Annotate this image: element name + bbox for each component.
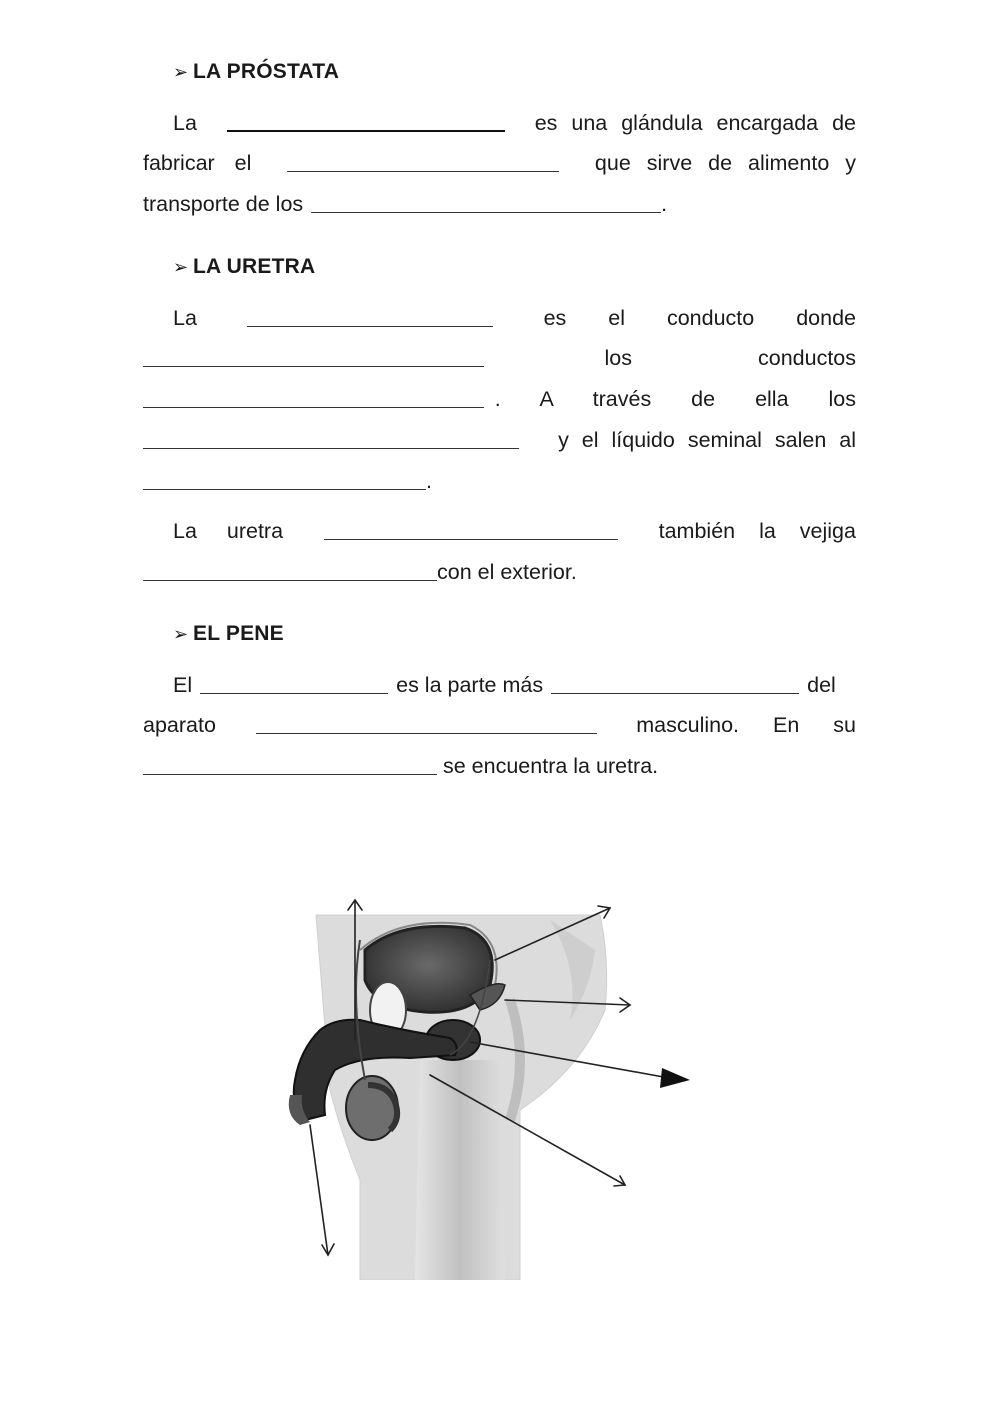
blank-field[interactable] bbox=[247, 303, 493, 333]
arrowhead-bullet-icon: ➢ bbox=[173, 624, 189, 644]
blank-field[interactable] bbox=[551, 670, 799, 700]
blank-field[interactable] bbox=[256, 710, 597, 740]
uretra-line-2: los conductos bbox=[143, 343, 856, 373]
blank-field[interactable] bbox=[143, 466, 426, 496]
prostata-line-2: fabricar el que sirve de alimento y bbox=[143, 148, 856, 178]
uretra-line-1: La es el conducto donde bbox=[143, 303, 856, 333]
prostata-line-3: transporte de los . bbox=[143, 189, 856, 219]
pene-line-3: se encuentra la uretra. bbox=[143, 751, 856, 781]
uretra-line-5: . bbox=[143, 466, 856, 496]
uretra-line-6: La uretra también la vejiga bbox=[143, 516, 856, 546]
blank-field[interactable] bbox=[143, 343, 484, 373]
uretra-line-3: . A través de ella los bbox=[143, 384, 856, 414]
arrowhead-bullet-icon: ➢ bbox=[173, 62, 189, 82]
pene-line-2: aparato masculino. En su bbox=[143, 710, 856, 740]
blank-field[interactable] bbox=[143, 557, 437, 587]
blank-field[interactable] bbox=[143, 384, 484, 414]
uretra-line-7: con el exterior. bbox=[143, 557, 856, 587]
blank-field[interactable] bbox=[324, 516, 618, 546]
blank-field[interactable] bbox=[287, 148, 559, 178]
section-heading-prostata: ➢ LA PRÓSTATA bbox=[173, 60, 340, 83]
blank-field[interactable] bbox=[227, 108, 505, 138]
pene-line-1: El es la parte más del bbox=[143, 670, 856, 700]
reproductive-system-diagram bbox=[250, 880, 710, 1280]
blank-field[interactable] bbox=[311, 189, 661, 219]
uretra-line-4: y el líquido seminal salen al bbox=[143, 425, 856, 455]
arrowhead-bullet-icon: ➢ bbox=[173, 257, 189, 277]
prostata-line-1: La es una glándula encargada de bbox=[143, 108, 856, 138]
blank-field[interactable] bbox=[143, 751, 437, 781]
blank-field[interactable] bbox=[200, 670, 388, 700]
section-heading-uretra: ➢ LA URETRA bbox=[173, 255, 316, 278]
blank-field[interactable] bbox=[143, 425, 519, 455]
section-heading-pene: ➢ EL PENE bbox=[173, 622, 284, 645]
